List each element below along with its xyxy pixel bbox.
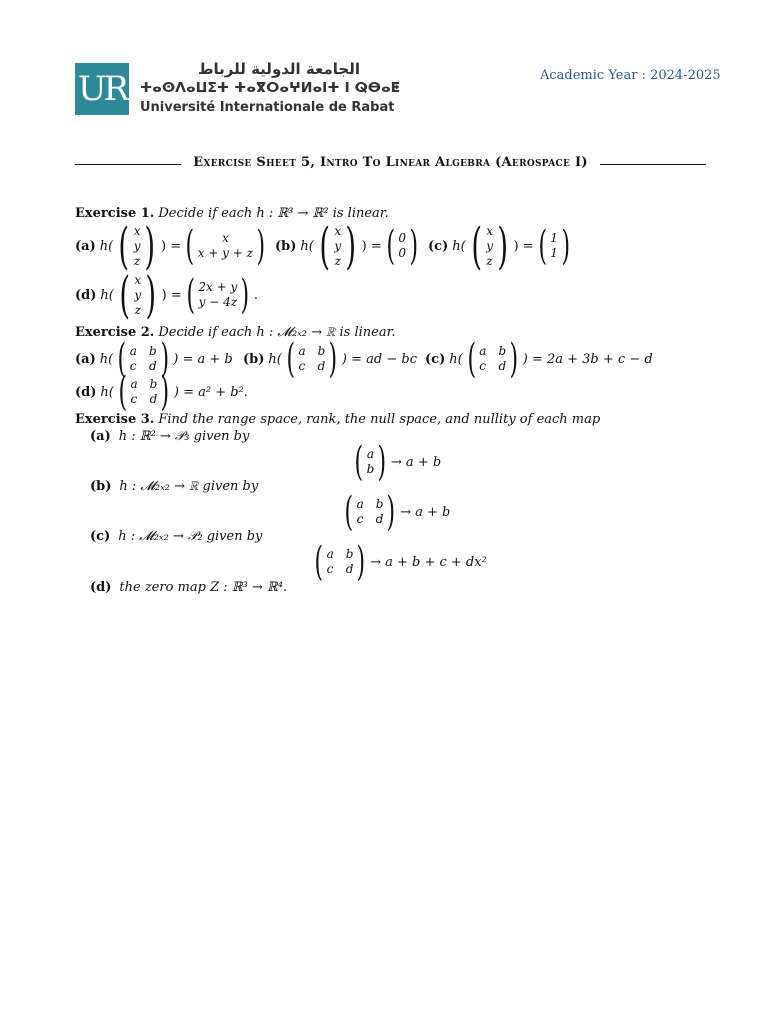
exercise-1-prompt: Decide if each h : ℝ³ → ℝ² is linear.: [158, 206, 389, 221]
exercise-2-label: Exercise 2.: [75, 325, 155, 340]
output-vector: ( x x + y + z ): [185, 223, 266, 269]
exercise-2-prompt: Decide if each h : 𝓜₂ₓ₂ → ℝ is linear.: [158, 325, 396, 340]
exercise-1-part-b: [275, 217, 423, 275]
academic-year: Academic Year : 2024-2025: [540, 68, 721, 83]
university-name-french: Université Internationale de Rabat: [140, 100, 395, 115]
exercise-1-label: Exercise 1.: [75, 206, 155, 221]
exercise-2-part-d: [75, 369, 248, 415]
mapping-result: → a + b: [400, 504, 451, 520]
period: .: [253, 287, 259, 303]
function-open: h(: [100, 287, 114, 303]
exercise-3-a-mapping: [350, 439, 442, 485]
mapping-result: → a + b + c + dx²: [370, 554, 487, 570]
part-text: h : 𝓜₂ₓ₂ → 𝒫₂ given by: [118, 529, 263, 544]
exercise-3-heading: [75, 412, 600, 427]
input-vector: ( x y z ): [119, 266, 157, 324]
function-open: h(: [100, 384, 114, 400]
exercise-2-part-b: [243, 336, 417, 382]
part-label: (d): [75, 287, 97, 303]
exercise-3-part-b: [90, 479, 258, 494]
output-vector: ( 2x + y y − 4z ): [186, 272, 250, 318]
input-vector: ( x y z ): [319, 217, 357, 275]
function-open: h(: [99, 351, 114, 367]
university-name-arabic: الجامعة الدولية للرباط: [197, 60, 360, 78]
university-name-tifinagh: ⵜⴰⵙⴷⴰⵡⵉⵜ ⵜⴰⴳⵔⴰⵖⵍⴰⵏⵜ ⵏ ⵕⴱⴰⵟ: [140, 80, 401, 96]
exercise-3-part-c: [90, 529, 262, 544]
part-text: h : 𝓜₂ₓ₂ → ℝ given by: [119, 479, 259, 494]
exercise-3-label: Exercise 3.: [75, 412, 155, 427]
exercise-3-c-mapping: [310, 539, 487, 585]
right-hand-side: ) = a + b: [173, 351, 233, 367]
exercise-3-prompt: Find the range space, rank, the null space, and nullity of each map: [158, 412, 601, 427]
part-label: (a): [75, 238, 96, 254]
equals: ) =: [513, 238, 534, 254]
part-label: (c): [425, 351, 446, 367]
exercise-2-part-c: [425, 336, 653, 382]
equals: ) =: [161, 287, 182, 303]
function-open: h(: [268, 351, 282, 367]
title-rule-left: [75, 164, 181, 165]
exercise-1-part-d: [75, 266, 259, 324]
output-vector: ( 1 1 ): [538, 223, 570, 269]
input-vector: ( x y z ): [118, 217, 156, 275]
function-open: h(: [99, 238, 114, 254]
function-open: h(: [449, 351, 463, 367]
part-label: (c): [90, 529, 111, 544]
part-label: (c): [428, 238, 449, 254]
exercise-3-part-d: [90, 580, 287, 595]
input-matrix: ( a b c d ): [117, 336, 169, 382]
input-vector: ( a b ): [354, 439, 387, 485]
function-open: h(: [452, 238, 466, 254]
mapping-result: → a + b: [390, 454, 442, 470]
function-open: h(: [300, 238, 314, 254]
part-label: (b): [90, 479, 112, 494]
input-vector: ( x y z ): [471, 217, 509, 275]
sheet-title-row: [75, 155, 706, 170]
right-hand-side: ) = a² + b².: [173, 384, 248, 400]
exercise-3-part-a: [90, 429, 249, 444]
exercise-1-part-c: [428, 217, 574, 275]
input-matrix: ( a b c d ): [467, 336, 519, 382]
input-matrix: ( a b c d ): [314, 539, 366, 585]
input-matrix: ( a b c d ): [344, 489, 396, 535]
input-matrix: ( a b c d ): [286, 336, 338, 382]
university-logo-mark: UR: [75, 63, 129, 115]
exercise-3-b-mapping: [340, 489, 451, 535]
part-label: (a): [90, 429, 111, 444]
part-label: (d): [75, 384, 97, 400]
sheet-title: Exercise Sheet 5, Intro To Linear Algebra (Aerospace I): [193, 155, 588, 170]
equals: ) =: [361, 238, 382, 254]
equals: ) =: [161, 238, 182, 254]
exercise-1-part-a: [75, 217, 270, 275]
part-text: the zero map Z : ℝ³ → ℝ⁴.: [119, 580, 288, 595]
right-hand-side: ) = 2a + 3b + c − d: [522, 351, 653, 367]
part-label: (b): [275, 238, 297, 254]
part-text: h : ℝ² → 𝒫₃ given by: [118, 429, 250, 444]
part-label: (d): [90, 580, 112, 595]
right-hand-side: ) = ad − bc: [341, 351, 417, 367]
output-vector: ( 0 0 ): [386, 223, 419, 269]
part-label: (a): [75, 351, 96, 367]
title-rule-right: [600, 164, 706, 165]
part-label: (b): [243, 351, 265, 367]
input-matrix: ( a b c d ): [118, 369, 170, 415]
